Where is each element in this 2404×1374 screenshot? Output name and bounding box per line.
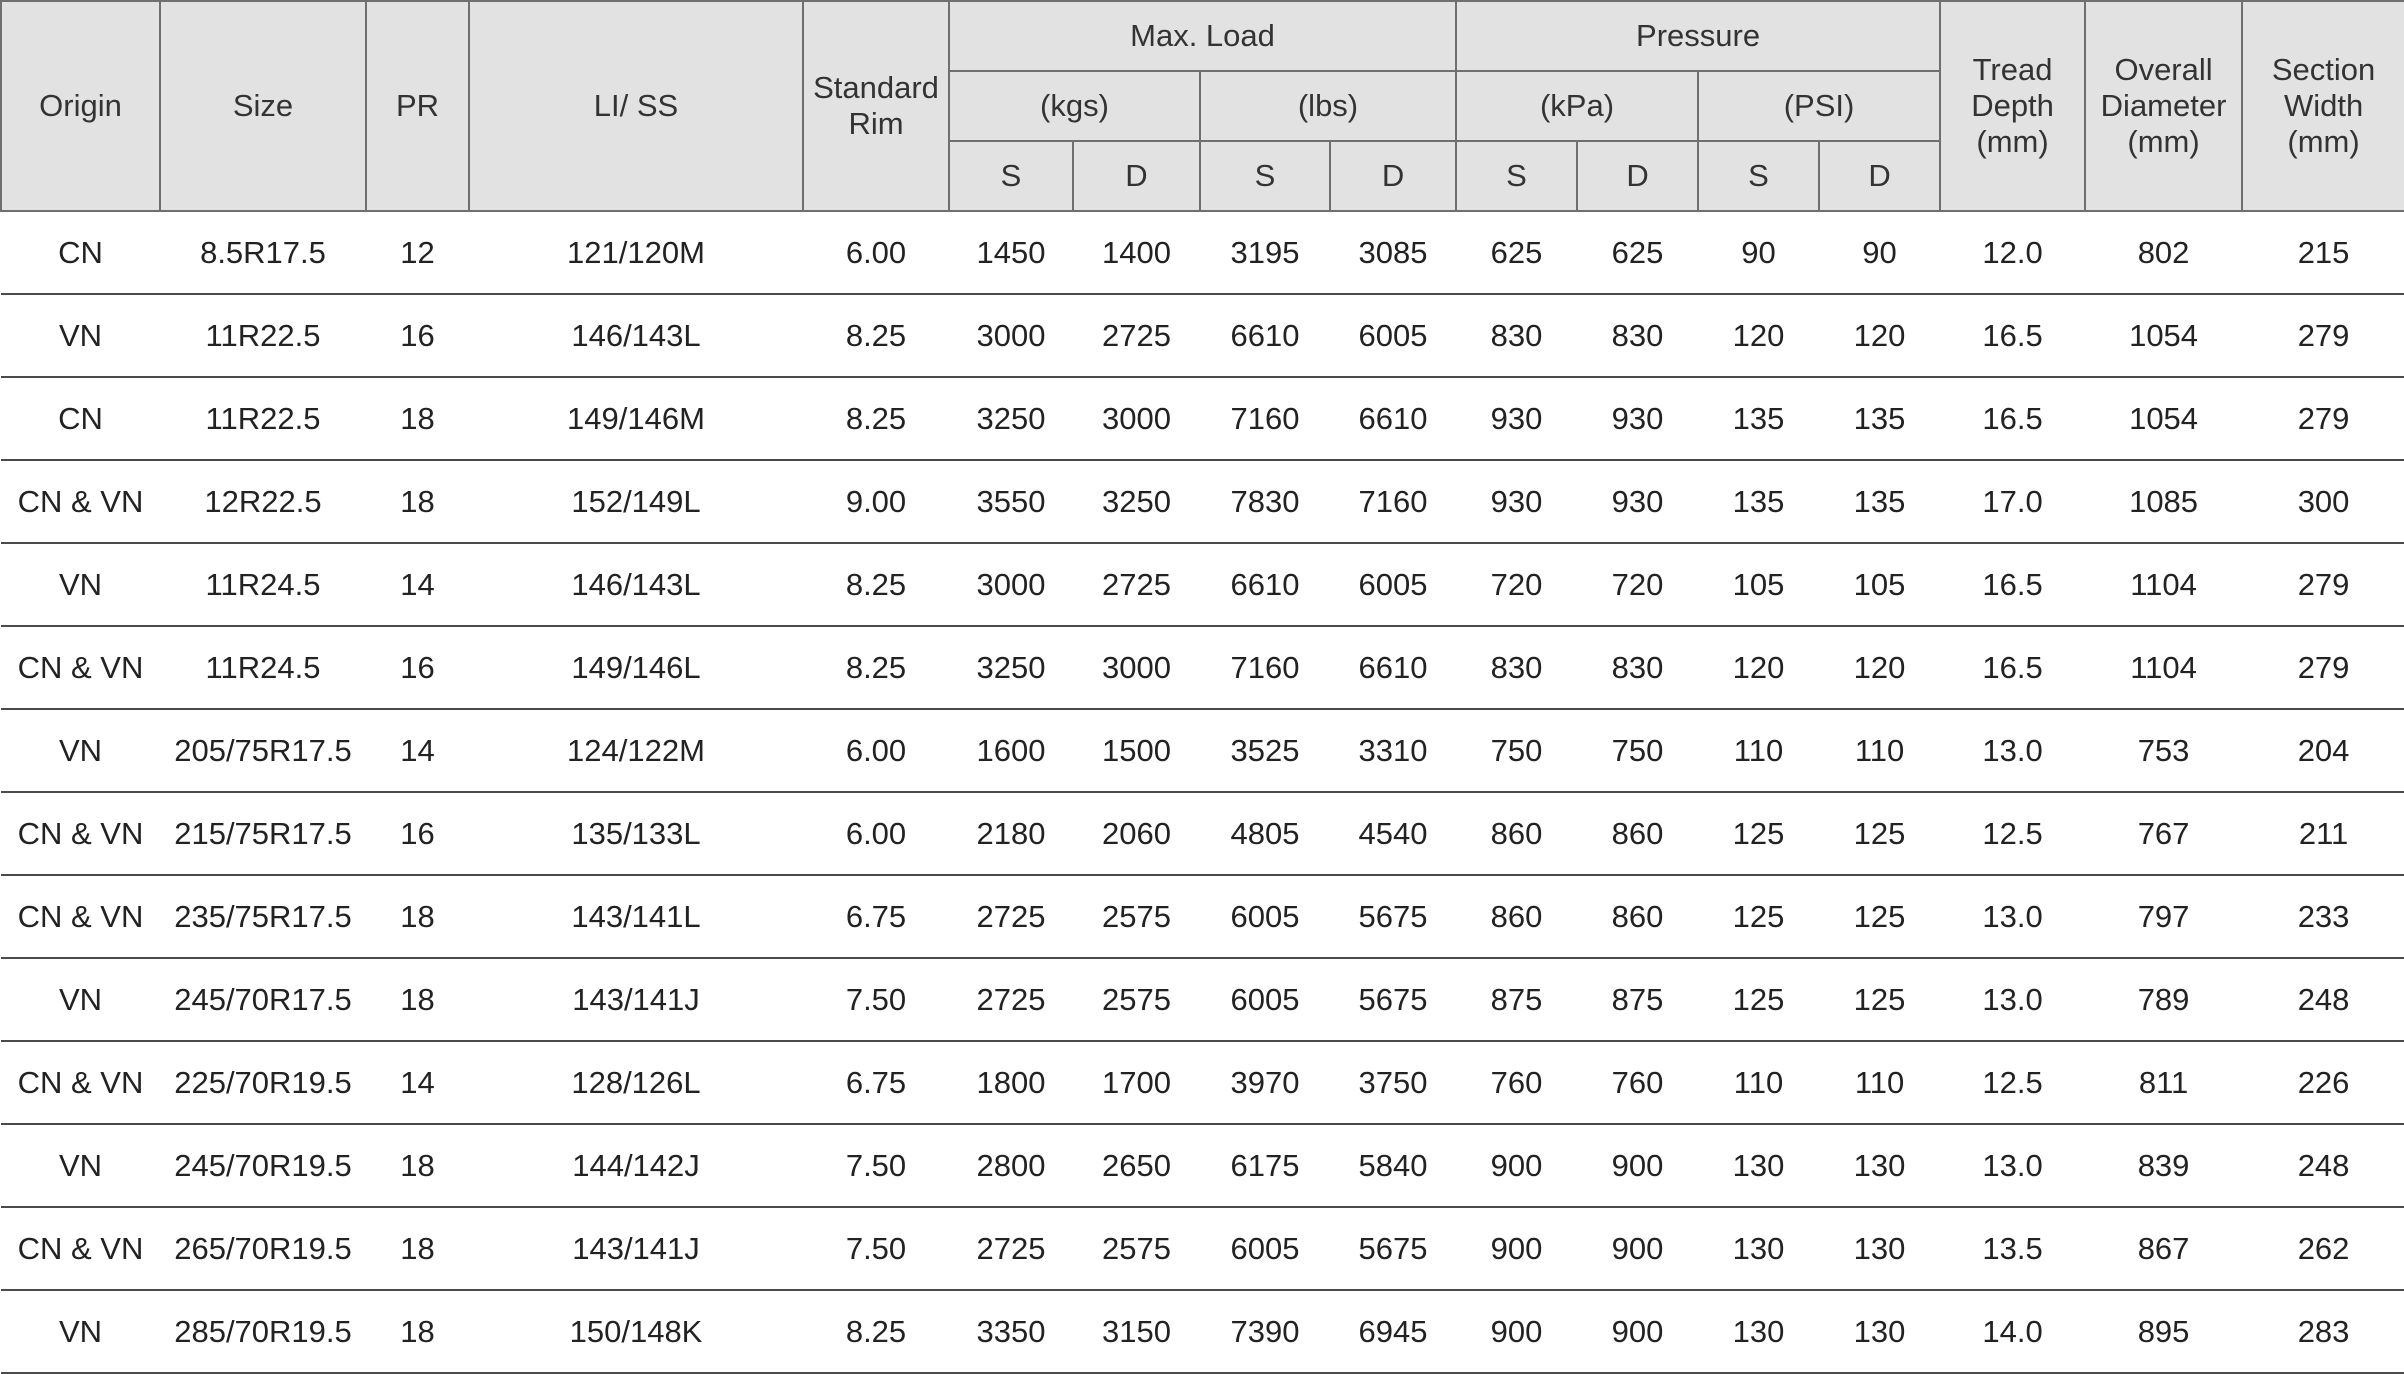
size-cell: 245/70R19.5 (160, 1124, 366, 1207)
pr-cell: 14 (366, 709, 469, 792)
load-kgs-single-cell: 2725 (949, 875, 1073, 958)
pr-header: PR (366, 1, 469, 211)
size-cell: 11R22.5 (160, 294, 366, 377)
pressure-psi-dual-cell: 125 (1819, 958, 1940, 1041)
size-cell: 11R24.5 (160, 543, 366, 626)
pr-cell: 16 (366, 626, 469, 709)
tread-depth-cell: 16.5 (1940, 626, 2085, 709)
section-width-line-2: Width (2283, 88, 2364, 123)
pressure-psi-single-cell: 125 (1698, 792, 1819, 875)
load-kgs-dual-cell: 2650 (1073, 1124, 1200, 1207)
tread-depth-cell: 12.5 (1940, 792, 2085, 875)
tread-depth-cell: 14.0 (1940, 1290, 2085, 1373)
size-cell: 12R22.5 (160, 460, 366, 543)
pressure-psi-dual-cell: 135 (1819, 460, 1940, 543)
overall-diameter-cell: 1104 (2085, 543, 2242, 626)
load-lbs-dual-cell: 6945 (1330, 1290, 1456, 1373)
load-lbs-single-cell: 7390 (1200, 1290, 1330, 1373)
load-lbs-dual-cell: 6005 (1330, 294, 1456, 377)
table-row (1, 460, 2404, 543)
load-kgs-single-cell: 3000 (949, 294, 1073, 377)
pressure-psi-single-cell: 90 (1698, 211, 1819, 294)
section-width-cell: 248 (2242, 958, 2404, 1041)
pressure-kpa-single-cell: 625 (1456, 211, 1577, 294)
table-row (1, 377, 2404, 460)
overall-diameter-header (2085, 1, 2242, 211)
pressure-kpa-dual-cell: 750 (1577, 709, 1698, 792)
pressure-psi-single-cell: 125 (1698, 875, 1819, 958)
load-lbs-dual-cell: 4540 (1330, 792, 1456, 875)
pressure-psi-dual-cell: 110 (1819, 1041, 1940, 1124)
load-kgs-dual-cell: 1500 (1073, 709, 1200, 792)
section-width-cell: 283 (2242, 1290, 2404, 1373)
overall-diameter-cell: 1054 (2085, 294, 2242, 377)
load-lbs-dual-cell: 5675 (1330, 875, 1456, 958)
pressure-psi-single-cell: 135 (1698, 377, 1819, 460)
tread-depth-cell: 13.0 (1940, 709, 2085, 792)
standard-rim-cell: 6.75 (803, 1041, 949, 1124)
section-width-line-1: Section (2271, 52, 2376, 87)
section-width-cell: 279 (2242, 294, 2404, 377)
pressure-header: Pressure (1456, 1, 1940, 71)
load-lbs-dual-cell: 5675 (1330, 958, 1456, 1041)
li-ss-cell: 152/149L (469, 460, 803, 543)
standard-rim-header (803, 1, 949, 211)
psi-header: (PSI) (1698, 71, 1940, 141)
load-lbs-single-cell: 3525 (1200, 709, 1330, 792)
overall-diameter-cell: 839 (2085, 1124, 2242, 1207)
origin-cell: CN & VN (1, 460, 160, 543)
pressure-psi-single-cell: 130 (1698, 1124, 1819, 1207)
pr-cell: 18 (366, 1207, 469, 1290)
tread-depth-cell: 13.0 (1940, 1124, 2085, 1207)
section-width-cell: 300 (2242, 460, 2404, 543)
lbs-single-header: S (1200, 141, 1330, 211)
table-row (1, 211, 2404, 294)
overall-diameter-cell: 802 (2085, 211, 2242, 294)
pr-cell: 16 (366, 792, 469, 875)
psi-single-header: S (1698, 141, 1819, 211)
header-row-1 (1, 1, 2404, 71)
standard-rim-line-1: Standard (813, 70, 939, 105)
pr-cell: 18 (366, 1124, 469, 1207)
section-width-cell: 215 (2242, 211, 2404, 294)
pressure-psi-dual-cell: 120 (1819, 294, 1940, 377)
pressure-kpa-dual-cell: 900 (1577, 1290, 1698, 1373)
tread-depth-cell: 13.0 (1940, 875, 2085, 958)
standard-rim-cell: 6.00 (803, 792, 949, 875)
psi-dual-header: D (1819, 141, 1940, 211)
load-lbs-dual-cell: 6610 (1330, 377, 1456, 460)
section-width-cell: 248 (2242, 1124, 2404, 1207)
li-ss-cell: 144/142J (469, 1124, 803, 1207)
max-load-header: Max. Load (949, 1, 1456, 71)
pressure-kpa-dual-cell: 875 (1577, 958, 1698, 1041)
load-lbs-single-cell: 6175 (1200, 1124, 1330, 1207)
section-width-cell: 279 (2242, 543, 2404, 626)
pressure-kpa-single-cell: 930 (1456, 460, 1577, 543)
pressure-kpa-single-cell: 860 (1456, 792, 1577, 875)
table-row (1, 1041, 2404, 1124)
load-lbs-single-cell: 7160 (1200, 626, 1330, 709)
standard-rim-cell: 7.50 (803, 1207, 949, 1290)
tread-depth-cell: 16.5 (1940, 543, 2085, 626)
load-kgs-dual-cell: 2575 (1073, 1207, 1200, 1290)
standard-rim-cell: 8.25 (803, 626, 949, 709)
section-width-cell: 211 (2242, 792, 2404, 875)
size-cell: 285/70R19.5 (160, 1290, 366, 1373)
pressure-kpa-dual-cell: 625 (1577, 211, 1698, 294)
table-row (1, 875, 2404, 958)
li-ss-cell: 124/122M (469, 709, 803, 792)
load-lbs-dual-cell: 6610 (1330, 626, 1456, 709)
li-ss-cell: 128/126L (469, 1041, 803, 1124)
standard-rim-cell: 8.25 (803, 543, 949, 626)
tread-depth-line-3: (mm) (1976, 124, 2049, 159)
pressure-kpa-single-cell: 830 (1456, 294, 1577, 377)
li-ss-cell: 146/143L (469, 543, 803, 626)
pressure-psi-dual-cell: 135 (1819, 377, 1940, 460)
load-lbs-single-cell: 4805 (1200, 792, 1330, 875)
tread-depth-cell: 13.5 (1940, 1207, 2085, 1290)
load-lbs-single-cell: 6005 (1200, 958, 1330, 1041)
table-row (1, 709, 2404, 792)
size-cell: 11R24.5 (160, 626, 366, 709)
pressure-kpa-dual-cell: 830 (1577, 626, 1698, 709)
load-kgs-dual-cell: 2575 (1073, 875, 1200, 958)
overall-diameter-line-2: Diameter (2100, 88, 2227, 123)
load-kgs-single-cell: 1800 (949, 1041, 1073, 1124)
overall-diameter-cell: 867 (2085, 1207, 2242, 1290)
tread-depth-line-2: Depth (1971, 88, 2054, 123)
overall-diameter-cell: 1054 (2085, 377, 2242, 460)
load-kgs-single-cell: 3250 (949, 626, 1073, 709)
lbs-header: (lbs) (1200, 71, 1456, 141)
pr-cell: 18 (366, 958, 469, 1041)
load-kgs-dual-cell: 2575 (1073, 958, 1200, 1041)
li-ss-cell: 146/143L (469, 294, 803, 377)
overall-diameter-line-3: (mm) (2127, 124, 2200, 159)
pressure-psi-dual-cell: 110 (1819, 709, 1940, 792)
pressure-psi-dual-cell: 130 (1819, 1124, 1940, 1207)
table-row (1, 626, 2404, 709)
pressure-psi-single-cell: 110 (1698, 709, 1819, 792)
origin-cell: CN (1, 377, 160, 460)
pressure-kpa-single-cell: 930 (1456, 377, 1577, 460)
size-cell: 215/75R17.5 (160, 792, 366, 875)
overall-diameter-cell: 789 (2085, 958, 2242, 1041)
table-header (1, 1, 2404, 211)
table-row (1, 792, 2404, 875)
load-kgs-single-cell: 2725 (949, 958, 1073, 1041)
load-kgs-dual-cell: 2725 (1073, 294, 1200, 377)
load-lbs-single-cell: 7160 (1200, 377, 1330, 460)
origin-header: Origin (1, 1, 160, 211)
load-lbs-dual-cell: 6005 (1330, 543, 1456, 626)
table-row (1, 1290, 2404, 1373)
kgs-header: (kgs) (949, 71, 1200, 141)
kpa-single-header: S (1456, 141, 1577, 211)
load-kgs-dual-cell: 1400 (1073, 211, 1200, 294)
li-ss-cell: 149/146L (469, 626, 803, 709)
origin-cell: CN & VN (1, 875, 160, 958)
pressure-psi-single-cell: 130 (1698, 1207, 1819, 1290)
pr-cell: 18 (366, 460, 469, 543)
pr-cell: 18 (366, 1290, 469, 1373)
tread-depth-header (1940, 1, 2085, 211)
table-row (1, 294, 2404, 377)
li-ss-cell: 135/133L (469, 792, 803, 875)
pressure-kpa-dual-cell: 900 (1577, 1124, 1698, 1207)
tread-depth-cell: 12.0 (1940, 211, 2085, 294)
standard-rim-line-2: Rim (848, 106, 904, 141)
pressure-kpa-single-cell: 900 (1456, 1124, 1577, 1207)
size-cell: 265/70R19.5 (160, 1207, 366, 1290)
tread-depth-cell: 16.5 (1940, 294, 2085, 377)
section-width-header (2242, 1, 2404, 211)
origin-cell: VN (1, 1290, 160, 1373)
pressure-kpa-dual-cell: 760 (1577, 1041, 1698, 1124)
origin-cell: CN & VN (1, 1207, 160, 1290)
pressure-kpa-single-cell: 720 (1456, 543, 1577, 626)
pressure-kpa-single-cell: 900 (1456, 1290, 1577, 1373)
section-width-cell: 233 (2242, 875, 2404, 958)
size-cell: 235/75R17.5 (160, 875, 366, 958)
load-kgs-single-cell: 3550 (949, 460, 1073, 543)
pressure-psi-dual-cell: 120 (1819, 626, 1940, 709)
pr-cell: 18 (366, 875, 469, 958)
section-width-line-3: (mm) (2287, 124, 2360, 159)
load-kgs-single-cell: 1600 (949, 709, 1073, 792)
pressure-psi-single-cell: 120 (1698, 626, 1819, 709)
pressure-kpa-single-cell: 900 (1456, 1207, 1577, 1290)
pressure-psi-single-cell: 120 (1698, 294, 1819, 377)
li-ss-cell: 143/141J (469, 1207, 803, 1290)
standard-rim-cell: 6.00 (803, 709, 949, 792)
overall-diameter-cell: 811 (2085, 1041, 2242, 1124)
tread-depth-line-1: Tread (1972, 52, 2053, 87)
load-lbs-single-cell: 7830 (1200, 460, 1330, 543)
pressure-kpa-dual-cell: 860 (1577, 875, 1698, 958)
tread-depth-cell: 17.0 (1940, 460, 2085, 543)
pressure-psi-single-cell: 125 (1698, 958, 1819, 1041)
load-lbs-single-cell: 6610 (1200, 294, 1330, 377)
origin-cell: CN & VN (1, 1041, 160, 1124)
origin-cell: CN & VN (1, 626, 160, 709)
tread-depth-cell: 16.5 (1940, 377, 2085, 460)
section-width-cell: 262 (2242, 1207, 2404, 1290)
pressure-kpa-dual-cell: 930 (1577, 377, 1698, 460)
load-lbs-single-cell: 3970 (1200, 1041, 1330, 1124)
li-ss-cell: 150/148K (469, 1290, 803, 1373)
load-kgs-single-cell: 2800 (949, 1124, 1073, 1207)
table-row (1, 543, 2404, 626)
overall-diameter-cell: 767 (2085, 792, 2242, 875)
pr-cell: 18 (366, 377, 469, 460)
li-ss-cell: 143/141J (469, 958, 803, 1041)
load-lbs-dual-cell: 5675 (1330, 1207, 1456, 1290)
li-ss-cell: 121/120M (469, 211, 803, 294)
load-lbs-single-cell: 6610 (1200, 543, 1330, 626)
pressure-psi-dual-cell: 130 (1819, 1207, 1940, 1290)
pressure-kpa-single-cell: 860 (1456, 875, 1577, 958)
tread-depth-cell: 13.0 (1940, 958, 2085, 1041)
load-lbs-dual-cell: 3085 (1330, 211, 1456, 294)
overall-diameter-cell: 797 (2085, 875, 2242, 958)
overall-diameter-cell: 1085 (2085, 460, 2242, 543)
load-lbs-single-cell: 6005 (1200, 1207, 1330, 1290)
origin-cell: CN (1, 211, 160, 294)
standard-rim-cell: 6.75 (803, 875, 949, 958)
pressure-kpa-single-cell: 750 (1456, 709, 1577, 792)
standard-rim-cell: 8.25 (803, 294, 949, 377)
load-kgs-dual-cell: 3000 (1073, 626, 1200, 709)
pressure-kpa-single-cell: 830 (1456, 626, 1577, 709)
section-width-cell: 279 (2242, 377, 2404, 460)
pr-cell: 16 (366, 294, 469, 377)
standard-rim-cell: 7.50 (803, 1124, 949, 1207)
standard-rim-cell: 8.25 (803, 377, 949, 460)
pressure-kpa-dual-cell: 930 (1577, 460, 1698, 543)
size-cell: 225/70R19.5 (160, 1041, 366, 1124)
section-width-cell: 204 (2242, 709, 2404, 792)
lbs-dual-header: D (1330, 141, 1456, 211)
size-cell: 245/70R17.5 (160, 958, 366, 1041)
standard-rim-cell: 8.25 (803, 1290, 949, 1373)
origin-cell: VN (1, 1124, 160, 1207)
origin-cell: VN (1, 294, 160, 377)
pressure-psi-dual-cell: 130 (1819, 1290, 1940, 1373)
kgs-single-header: S (949, 141, 1073, 211)
li-ss-cell: 143/141L (469, 875, 803, 958)
overall-diameter-cell: 895 (2085, 1290, 2242, 1373)
pr-cell: 14 (366, 543, 469, 626)
load-kgs-dual-cell: 2060 (1073, 792, 1200, 875)
load-kgs-dual-cell: 3000 (1073, 377, 1200, 460)
table-row (1, 958, 2404, 1041)
pressure-psi-dual-cell: 105 (1819, 543, 1940, 626)
pressure-psi-single-cell: 105 (1698, 543, 1819, 626)
pr-cell: 14 (366, 1041, 469, 1124)
pressure-psi-dual-cell: 90 (1819, 211, 1940, 294)
pressure-psi-single-cell: 130 (1698, 1290, 1819, 1373)
tread-depth-cell: 12.5 (1940, 1041, 2085, 1124)
section-width-cell: 279 (2242, 626, 2404, 709)
load-kgs-single-cell: 3250 (949, 377, 1073, 460)
table-body (1, 211, 2404, 1373)
load-kgs-single-cell: 3000 (949, 543, 1073, 626)
load-lbs-dual-cell: 3310 (1330, 709, 1456, 792)
pressure-kpa-dual-cell: 830 (1577, 294, 1698, 377)
table-row (1, 1207, 2404, 1290)
load-kgs-dual-cell: 3250 (1073, 460, 1200, 543)
pressure-psi-dual-cell: 125 (1819, 875, 1940, 958)
kpa-dual-header: D (1577, 141, 1698, 211)
pressure-kpa-single-cell: 760 (1456, 1041, 1577, 1124)
standard-rim-cell: 7.50 (803, 958, 949, 1041)
pressure-psi-single-cell: 135 (1698, 460, 1819, 543)
pressure-kpa-dual-cell: 900 (1577, 1207, 1698, 1290)
load-lbs-dual-cell: 5840 (1330, 1124, 1456, 1207)
load-lbs-dual-cell: 7160 (1330, 460, 1456, 543)
load-lbs-single-cell: 6005 (1200, 875, 1330, 958)
origin-cell: VN (1, 958, 160, 1041)
overall-diameter-cell: 1104 (2085, 626, 2242, 709)
origin-cell: VN (1, 543, 160, 626)
load-kgs-dual-cell: 1700 (1073, 1041, 1200, 1124)
load-lbs-single-cell: 3195 (1200, 211, 1330, 294)
kgs-dual-header: D (1073, 141, 1200, 211)
kpa-header: (kPa) (1456, 71, 1698, 141)
li-ss-cell: 149/146M (469, 377, 803, 460)
pressure-kpa-dual-cell: 860 (1577, 792, 1698, 875)
overall-diameter-cell: 753 (2085, 709, 2242, 792)
size-header: Size (160, 1, 366, 211)
pressure-kpa-dual-cell: 720 (1577, 543, 1698, 626)
pr-cell: 12 (366, 211, 469, 294)
origin-cell: VN (1, 709, 160, 792)
standard-rim-cell: 6.00 (803, 211, 949, 294)
load-kgs-single-cell: 2725 (949, 1207, 1073, 1290)
load-kgs-dual-cell: 3150 (1073, 1290, 1200, 1373)
pressure-kpa-single-cell: 875 (1456, 958, 1577, 1041)
size-cell: 8.5R17.5 (160, 211, 366, 294)
load-kgs-single-cell: 3350 (949, 1290, 1073, 1373)
li-ss-header: LI/ SS (469, 1, 803, 211)
load-lbs-dual-cell: 3750 (1330, 1041, 1456, 1124)
pressure-psi-single-cell: 110 (1698, 1041, 1819, 1124)
size-cell: 205/75R17.5 (160, 709, 366, 792)
standard-rim-cell: 9.00 (803, 460, 949, 543)
load-kgs-single-cell: 2180 (949, 792, 1073, 875)
load-kgs-single-cell: 1450 (949, 211, 1073, 294)
table-row (1, 1124, 2404, 1207)
load-kgs-dual-cell: 2725 (1073, 543, 1200, 626)
section-width-cell: 226 (2242, 1041, 2404, 1124)
overall-diameter-line-1: Overall (2114, 52, 2213, 87)
origin-cell: CN & VN (1, 792, 160, 875)
size-cell: 11R22.5 (160, 377, 366, 460)
pressure-psi-dual-cell: 125 (1819, 792, 1940, 875)
